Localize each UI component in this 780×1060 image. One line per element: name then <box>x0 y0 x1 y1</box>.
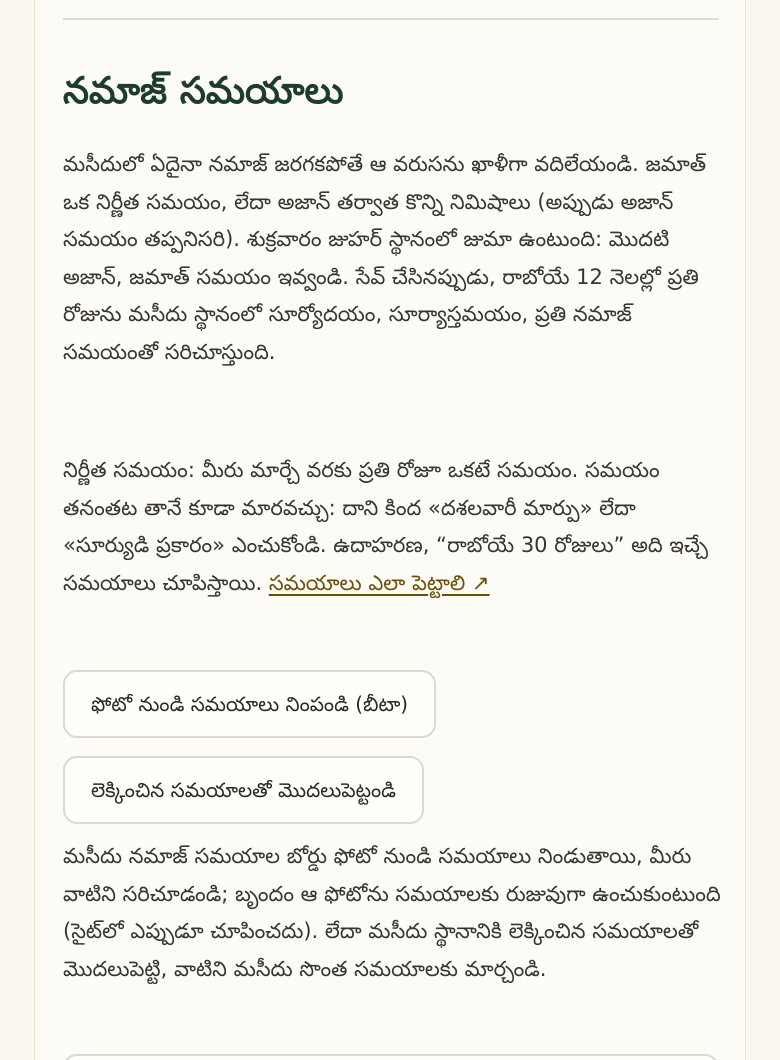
intro-paragraph: మసీదులో ఏదైనా నమాజ్ జరగకపోతే ఆ వరుసను ఖాళీగా వదిలేయండి. జమాత్ ఒక నిర్ణీత సమయం, లేదా అజాన్ తర్వాత కొన్ని నిమిషాలు (అప్పుడు అజాన్ సమయం తప్పనిసరి). శుక్రవారం జుహర్ స్థానంలో జుమా ఉంటుంది: మొదటి అజాన్, జమాత్ సమయం ఇవ్వండి. సేవ్ చేసినప్పుడు, రాబోయే 12 నెలల్లో ప్రతి రోజును మసీదు స్థానంలో సూర్యోదయం, సూర్యాస్తమయం, ప్రతి నమాజ్ సమయంతో సరిచూస్తుంది. <box>63 152 707 364</box>
next-section-card <box>63 1054 719 1060</box>
fixed-time-text: నిర్ణీత సమయం: మీరు మార్చే వరకు ప్రతి రోజూ ఒకటే సమయం. సమయం తనంతట తానే కూడా మారవచ్చు: దాని కింద «దశలవారీ మార్పు» లేదా «సూర్యుడి ప్రకారం» ఎంచుకోండి. ఉదాహరణ, “రాబోయే 30 రోజులు” అది ఇచ్చే సమయాలు చూపిస్తాయి. <box>63 458 708 595</box>
how-to-set-times-link[interactable]: సమయాలు ఎలా పెట్టాలి ↗ <box>268 570 490 595</box>
outro-paragraph: మసీదు నమాజ్ సమయాల బోర్డు ఫోటో నుండి సమయాలు నిండుతాయి, మీరు వాటిని సరిచూడండి; బృందం ఆ ఫోటోను సమయాలకు రుజువుగా ఉంచుకుంటుంది (సైట్‌లో ఎప్పుడూ చూపించదు). లేదా మసీదు స్థానానికి లెక్కించిన సమయాలతో మొదలుపెట్టి, వాటిని మసీదు సొంత సమయాలకు మార్చండి. <box>63 844 721 981</box>
start-with-calculated-times-button[interactable]: లెక్కించిన సమయాలతో మొదలుపెట్టండి <box>63 756 424 824</box>
fill-from-photo-button[interactable]: ఫోటో నుండి సమయాలు నింపండి (బీటా) <box>63 670 436 738</box>
fixed-time-paragraph <box>63 452 723 602</box>
prayer-times-panel <box>34 0 746 1060</box>
section-divider <box>63 18 719 20</box>
section-title: నమాజ్ సమయాలు <box>63 68 344 112</box>
